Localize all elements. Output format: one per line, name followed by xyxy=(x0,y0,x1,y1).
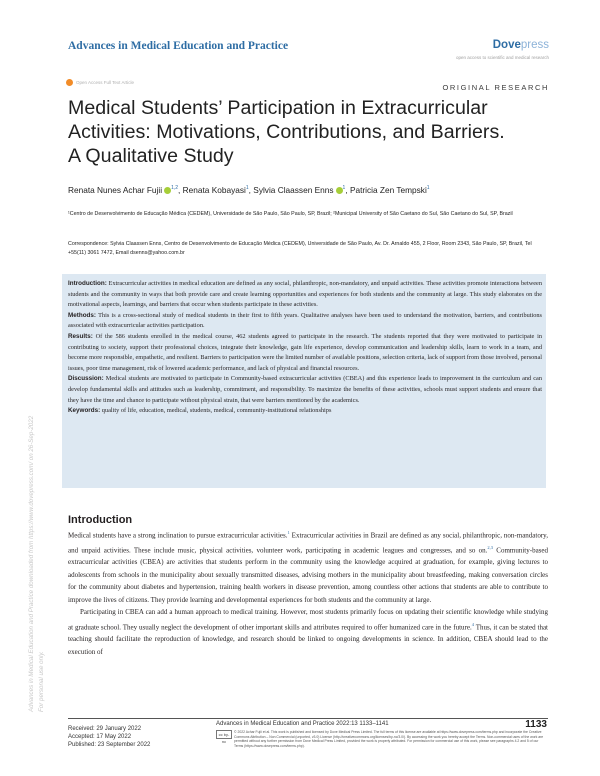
paragraph-text: Medical students have a strong inclination to pursue extracurricular activities. xyxy=(68,531,288,540)
paragraph xyxy=(68,606,548,658)
keywords-text: quality of life, education, medical, students, medical, community-institutional relationships xyxy=(101,407,332,415)
journal-name[interactable]: Advances in Medical Education and Practice xyxy=(68,40,289,52)
abstract-label: Results: xyxy=(68,332,93,340)
correspondence: Correspondence: Sylvia Claassen Enns, Centro de Desenvolvimento de Educação Médica (CEDEM), Universidade de São Paulo, Av. Dr. Arnaldo 455, 2 Floor, Room 2343, São Paulo, SP, Brazil, Tel +55(11) 3061 7472, Email dsenns@yahoo.com.br xyxy=(68,241,532,256)
paragraph-text: Extracurricular activities in Brazil are defined as any social, philanthropic, non-mandatory, and unpaid activities. These include music, physical activities, volunteer work, participating in academic leagues and congresses, and so on. xyxy=(68,531,548,555)
page-number: 1133 xyxy=(525,719,547,730)
author-list: Renata Nunes Achar Fujii $^{1,2}$, Renata Kobayasi$^1$, Sylvia Claassen Enns $^1$, Patricia Zen Tempski$^1$ xyxy=(68,185,430,195)
abstract xyxy=(68,279,542,417)
abstract-results xyxy=(68,332,542,374)
abstract-text: Of the 586 students enrolled in the medical course, 462 students agreed to participate in the research. The students reported that they were motivated to participate in contributing to society, support their professional choices, integrate their knowledge, gain life experience, develop communication and leadership skills, learn to work in a team, and become more responsible, empathetic, and resilient. Barriers to participation were the limited number of available positions, selection criteria, lack of support from those involved, personal issues, poor time management, risk of lowered academic performance, and lack of physical and financial resources. xyxy=(68,332,543,372)
author-name[interactable]: Renata Nunes Achar Fujii xyxy=(68,185,163,195)
paragraph-text: Community-based extracurricular activities (CBEA) are activities that students perform in the community using the knowledge acquired at graduation, for example, giving lectures to adolescents from schools in the municipality about sexually transmitted diseases, advising mothers in the municipality about breastfeeding, making conversation circles for the community about diabetes and hypertension, training health workers in disease prevention, among countless other actions that students are able to contribute to improve the lives of citizens. They provide learning and developmental experiences for both students and the community at large. xyxy=(68,546,549,604)
received-date: Received: 29 January 2022 xyxy=(68,726,142,732)
reference-link[interactable]: 2,3 xyxy=(487,544,493,550)
title-line: Activities: Motivations, Contributions, and Barriers. xyxy=(68,121,505,143)
accepted-date: Accepted: 17 May 2022 xyxy=(68,733,132,740)
abstract-introduction xyxy=(68,279,542,311)
orcid-icon[interactable] xyxy=(336,187,343,194)
abstract-label: Discussion: xyxy=(68,375,104,383)
abstract-discussion xyxy=(68,374,542,406)
author-affiliation-mark: 1 xyxy=(245,185,249,192)
abstract-label: Introduction: xyxy=(68,280,107,287)
publication-dates xyxy=(68,726,150,749)
personal-use-watermark: For personal use only. xyxy=(38,651,45,712)
reference-link[interactable]: 4 xyxy=(471,621,474,627)
publisher-logo-light: press xyxy=(520,39,549,51)
footer-divider xyxy=(68,718,548,719)
article-title xyxy=(68,96,548,168)
publisher-logo[interactable] xyxy=(493,39,549,51)
article-type: ORIGINAL RESEARCH xyxy=(442,83,549,92)
author-name[interactable]: Renata Kobayasi xyxy=(182,185,246,195)
author-affiliation-mark: 1 xyxy=(342,185,346,192)
cc-license-icon[interactable]: cc by-nc xyxy=(216,730,232,739)
publisher-tagline: open access to scientific and medical research xyxy=(455,55,549,60)
title-line: Medical Students’ Participation in Extracurricular xyxy=(68,97,488,119)
abstract-text: Extracurricular activities in medical education are defined as any social, philanthropic, non-mandatory, and unpaid activities. These activities promote interactions between students and the community in ways that both provide care and create learning opportunities and experiences for both students and the community at large. This study elaborates on the motivational aspects, learnings, and barriers that occur when students participate in these activities. xyxy=(68,280,543,309)
abstract-label: Methods: xyxy=(68,311,96,319)
introduction-body xyxy=(68,527,548,658)
citation-line[interactable]: Advances in Medical Education and Practice 2022:13 1133–1141 xyxy=(216,721,389,727)
reference-link[interactable]: 1 xyxy=(287,530,290,535)
keywords xyxy=(68,406,542,417)
section-heading-introduction: Introduction xyxy=(68,514,133,526)
abstract-text: Medical students are motivated to participate in Community-based extracurricular activities (CBEA) and this experience leads to improvement in the curriculum and can develop fundamental skills and attitudes such as leadership, commitment, and responsibility. To maximize the benefits of these activities, schools must support students and ensure that they have the time and chance to participate without physical strain, that were barriers mentioned by the academics. xyxy=(68,375,542,404)
publisher-logo-bold: Dove xyxy=(492,39,521,51)
paragraph-text: Participating in CBEA can add a human approach to medical training. However, most students primarily focus on updating their scientific knowledge while studying at graduate school. They usually neglect the development of other important skills and attributes required to offer humanized care in the future. xyxy=(68,608,548,631)
paragraph xyxy=(68,527,548,606)
title-line: A Qualitative Study xyxy=(68,145,234,167)
abstract-label: Keywords: xyxy=(68,407,101,415)
open-access-label: Open Access Full Text Article xyxy=(76,80,134,85)
open-access-badge xyxy=(66,79,134,86)
author-affiliation-mark: 1,2 xyxy=(171,185,179,192)
abstract-text: This is a cross-sectional study of medical students in their first to fifth years. Qualitative analyses have been used to understand the motivation, barriers, and contributions associated with extracurricular activities participation. xyxy=(68,311,542,330)
abstract-methods xyxy=(68,311,542,332)
author-name[interactable]: Patricia Zen Tempski xyxy=(349,185,427,195)
open-access-icon xyxy=(66,79,73,86)
copyright-notice: © 2022 Achar Fujii et al. This work is published and licensed by Dove Medical Press Limited. The full terms of this license are available at https://www.dovepress.com/terms.php and incorporate the Creative Commons Attribution – Non Commercial (unported, v3.0) License (http://creativecommons.org/licenses/by-nc/3.0/). By accessing the work you hereby accept the Terms. Non-commercial uses of the work are permitted without any further permission from Dove Medical Press Limited, provided the work is properly attributed. For permission for commercial use of this work, please see paragraphs 4.2 and 5 of our Terms (https://www.dovepress.com/terms.php). xyxy=(234,730,544,748)
paragraph-text: Thus, it can be stated that teaching should facilitate the reproduction of knowledge, and research should be linked to ongoing developments in science. In addition, CBEA should lead to the execution of xyxy=(68,622,548,656)
published-date: Published: 23 September 2022 xyxy=(68,741,151,748)
author-name[interactable]: Sylvia Claassen Enns xyxy=(253,185,334,195)
author-affiliation-mark: 1 xyxy=(426,185,430,192)
affiliations: ¹Centro de Desenvolvimento de Educação Médica (CEDEM), Universidade de São Paulo, São Paulo, SP, Brazil; ²Municipal University of São Caetano do Sul, São Caetano do Sul, SP, Brazil xyxy=(68,211,513,217)
download-watermark: Advances in Medical Education and Practice downloaded from https://www.dovepress.com/ on 26-Sep-2022 xyxy=(28,415,35,712)
